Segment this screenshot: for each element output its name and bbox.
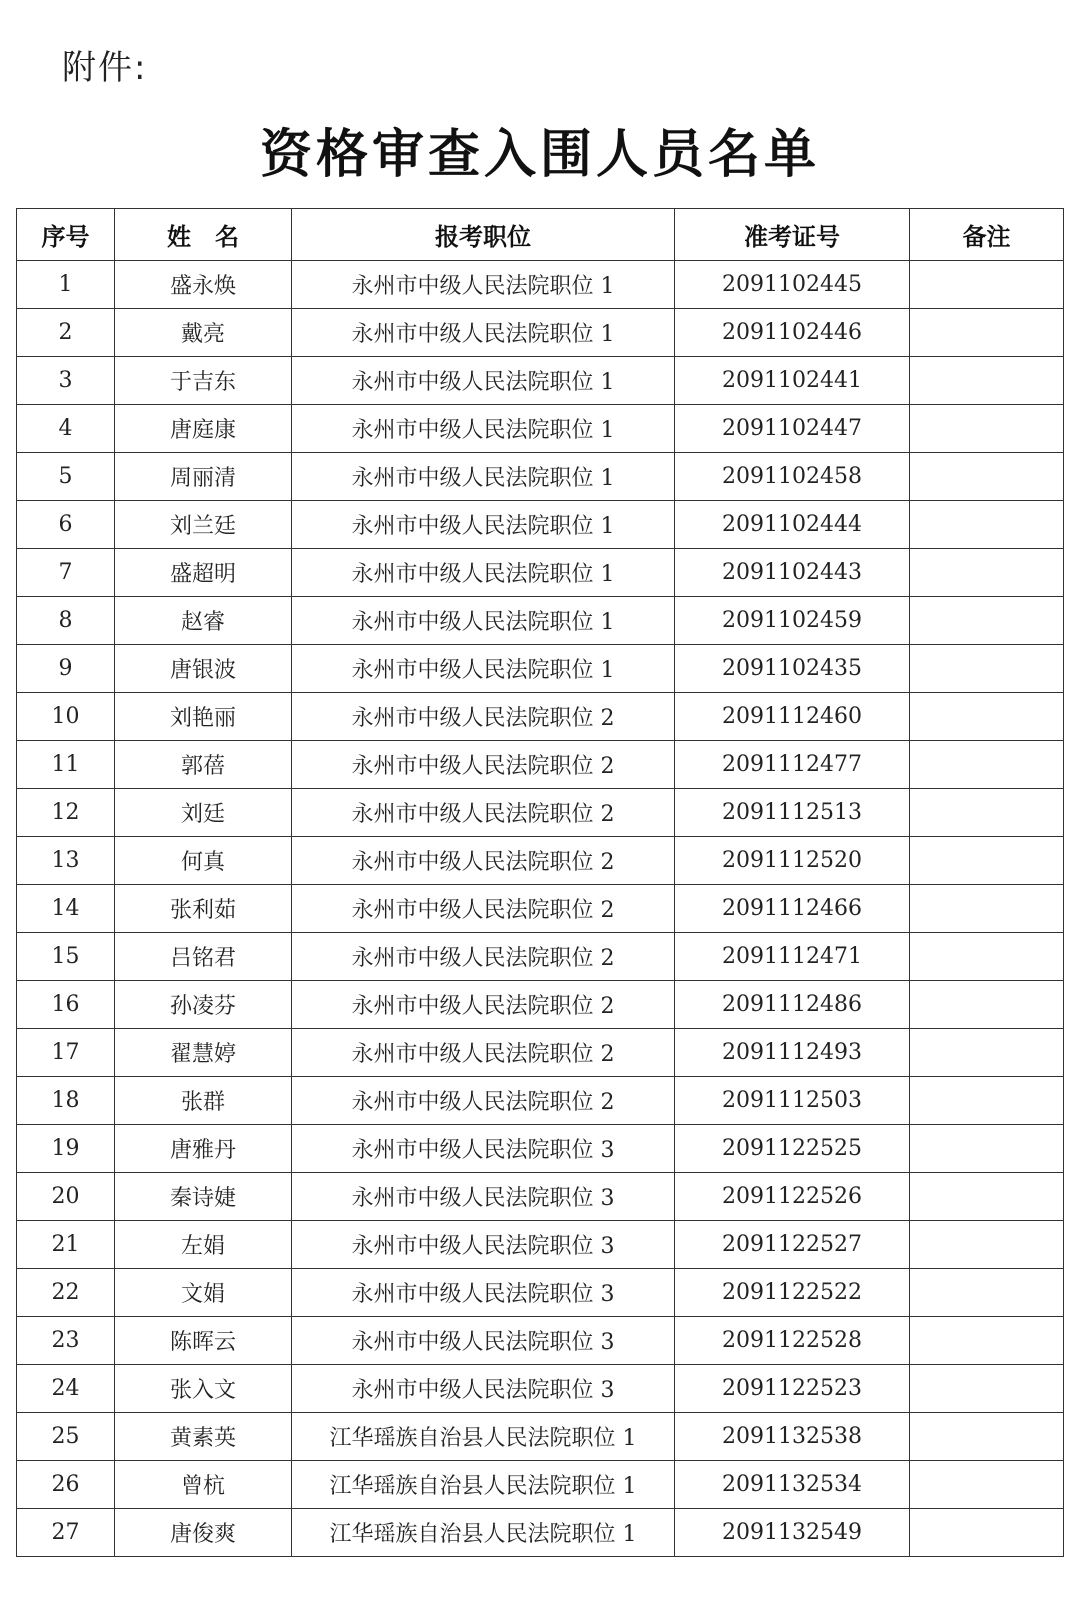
cell-note: [910, 309, 1064, 357]
cell-position: 永州市中级人民法院职位 2: [292, 1029, 675, 1077]
cell-position: 永州市中级人民法院职位 2: [292, 885, 675, 933]
cell-name: 文娟: [115, 1269, 292, 1317]
cell-note: [910, 1125, 1064, 1173]
cell-exam-id: 2091112471: [675, 933, 910, 981]
cell-name: 张群: [115, 1077, 292, 1125]
cell-seq: 25: [17, 1413, 115, 1461]
cell-exam-id: 2091132538: [675, 1413, 910, 1461]
table-row: [17, 1029, 1064, 1077]
cell-note: [910, 1509, 1064, 1557]
cell-exam-id: 2091112520: [675, 837, 910, 885]
cell-seq: 7: [17, 549, 115, 597]
table-row: [17, 789, 1064, 837]
cell-position: 永州市中级人民法院职位 2: [292, 981, 675, 1029]
cell-position: 永州市中级人民法院职位 1: [292, 549, 675, 597]
cell-seq: 2: [17, 309, 115, 357]
attachment-label: 附件:: [62, 48, 148, 88]
cell-note: [910, 741, 1064, 789]
cell-name: 曾杭: [115, 1461, 292, 1509]
cell-position: 永州市中级人民法院职位 2: [292, 741, 675, 789]
table-row: [17, 261, 1064, 309]
cell-note: [910, 501, 1064, 549]
table-row: [17, 1269, 1064, 1317]
table-row: [17, 933, 1064, 981]
cell-seq: 5: [17, 453, 115, 501]
table-row: [17, 453, 1064, 501]
cell-name: 赵睿: [115, 597, 292, 645]
cell-position: 永州市中级人民法院职位 1: [292, 405, 675, 453]
cell-seq: 12: [17, 789, 115, 837]
cell-name: 郭蓓: [115, 741, 292, 789]
table-row: [17, 1077, 1064, 1125]
cell-name: 张入文: [115, 1365, 292, 1413]
cell-note: [910, 549, 1064, 597]
cell-seq: 9: [17, 645, 115, 693]
cell-position: 永州市中级人民法院职位 1: [292, 597, 675, 645]
cell-exam-id: 2091102443: [675, 549, 910, 597]
cell-name: 刘廷: [115, 789, 292, 837]
table-row: [17, 837, 1064, 885]
cell-exam-id: 2091122527: [675, 1221, 910, 1269]
table-row: [17, 405, 1064, 453]
table-row: [17, 693, 1064, 741]
cell-seq: 20: [17, 1173, 115, 1221]
cell-note: [910, 1077, 1064, 1125]
cell-note: [910, 597, 1064, 645]
cell-note: [910, 885, 1064, 933]
column-header-name: 姓 名: [115, 209, 292, 261]
page-title: 资格审查入围人员名单: [259, 125, 820, 185]
cell-name: 刘艳丽: [115, 693, 292, 741]
cell-position: 江华瑶族自治县人民法院职位 1: [292, 1413, 675, 1461]
table-row: [17, 645, 1064, 693]
cell-position: 永州市中级人民法院职位 1: [292, 261, 675, 309]
cell-exam-id: 2091102447: [675, 405, 910, 453]
cell-seq: 23: [17, 1317, 115, 1365]
cell-name: 左娟: [115, 1221, 292, 1269]
cell-name: 唐雅丹: [115, 1125, 292, 1173]
cell-exam-id: 2091102445: [675, 261, 910, 309]
table-row: [17, 885, 1064, 933]
table-row: [17, 1461, 1064, 1509]
table-row: [17, 1317, 1064, 1365]
cell-seq: 17: [17, 1029, 115, 1077]
cell-name: 黄素英: [115, 1413, 292, 1461]
cell-position: 永州市中级人民法院职位 2: [292, 933, 675, 981]
table-row: [17, 741, 1064, 789]
cell-note: [910, 405, 1064, 453]
cell-position: 江华瑶族自治县人民法院职位 1: [292, 1509, 675, 1557]
table-row: [17, 1221, 1064, 1269]
cell-seq: 4: [17, 405, 115, 453]
cell-exam-id: 2091112477: [675, 741, 910, 789]
cell-exam-id: 2091102444: [675, 501, 910, 549]
cell-position: 永州市中级人民法院职位 2: [292, 1077, 675, 1125]
cell-note: [910, 645, 1064, 693]
cell-exam-id: 2091112493: [675, 1029, 910, 1077]
cell-note: [910, 1413, 1064, 1461]
cell-name: 孙凌芬: [115, 981, 292, 1029]
cell-position: 永州市中级人民法院职位 3: [292, 1125, 675, 1173]
cell-note: [910, 453, 1064, 501]
cell-note: [910, 837, 1064, 885]
cell-position: 永州市中级人民法院职位 2: [292, 789, 675, 837]
cell-seq: 11: [17, 741, 115, 789]
cell-note: [910, 1269, 1064, 1317]
cell-name: 翟慧婷: [115, 1029, 292, 1077]
cell-seq: 3: [17, 357, 115, 405]
cell-seq: 21: [17, 1221, 115, 1269]
cell-exam-id: 2091122526: [675, 1173, 910, 1221]
cell-note: [910, 1461, 1064, 1509]
cell-exam-id: 2091122525: [675, 1125, 910, 1173]
cell-note: [910, 789, 1064, 837]
cell-seq: 10: [17, 693, 115, 741]
cell-position: 永州市中级人民法院职位 1: [292, 453, 675, 501]
cell-position: 永州市中级人民法院职位 3: [292, 1173, 675, 1221]
cell-name: 盛永焕: [115, 261, 292, 309]
cell-exam-id: 2091102446: [675, 309, 910, 357]
column-header-exam-id: 准考证号: [675, 209, 910, 261]
cell-exam-id: 2091132549: [675, 1509, 910, 1557]
cell-note: [910, 981, 1064, 1029]
table-row: [17, 981, 1064, 1029]
cell-name: 陈晖云: [115, 1317, 292, 1365]
column-header-seq: 序号: [17, 209, 115, 261]
table-row: [17, 357, 1064, 405]
cell-seq: 24: [17, 1365, 115, 1413]
candidate-table: [16, 208, 1064, 1557]
cell-note: [910, 357, 1064, 405]
cell-name: 盛超明: [115, 549, 292, 597]
cell-seq: 26: [17, 1461, 115, 1509]
cell-position: 永州市中级人民法院职位 1: [292, 357, 675, 405]
cell-seq: 14: [17, 885, 115, 933]
cell-seq: 16: [17, 981, 115, 1029]
cell-position: 永州市中级人民法院职位 1: [292, 645, 675, 693]
cell-seq: 13: [17, 837, 115, 885]
table-row: [17, 1173, 1064, 1221]
table-row: [17, 309, 1064, 357]
cell-note: [910, 693, 1064, 741]
cell-name: 唐俊爽: [115, 1509, 292, 1557]
cell-seq: 19: [17, 1125, 115, 1173]
cell-note: [910, 1173, 1064, 1221]
cell-seq: 8: [17, 597, 115, 645]
cell-exam-id: 2091102435: [675, 645, 910, 693]
cell-note: [910, 261, 1064, 309]
cell-note: [910, 1365, 1064, 1413]
table-row: [17, 1125, 1064, 1173]
cell-exam-id: 2091102441: [675, 357, 910, 405]
cell-position: 永州市中级人民法院职位 1: [292, 309, 675, 357]
cell-exam-id: 2091122523: [675, 1365, 910, 1413]
table-header-row: [17, 209, 1064, 261]
cell-exam-id: 2091112513: [675, 789, 910, 837]
cell-exam-id: 2091112486: [675, 981, 910, 1029]
cell-exam-id: 2091102459: [675, 597, 910, 645]
cell-seq: 1: [17, 261, 115, 309]
cell-name: 唐庭康: [115, 405, 292, 453]
cell-name: 吕铭君: [115, 933, 292, 981]
table-row: [17, 1509, 1064, 1557]
cell-position: 永州市中级人民法院职位 3: [292, 1221, 675, 1269]
table-row: [17, 1413, 1064, 1461]
cell-position: 永州市中级人民法院职位 1: [292, 501, 675, 549]
cell-name: 刘兰廷: [115, 501, 292, 549]
cell-position: 永州市中级人民法院职位 3: [292, 1365, 675, 1413]
cell-seq: 6: [17, 501, 115, 549]
table-row: [17, 549, 1064, 597]
cell-exam-id: 2091112503: [675, 1077, 910, 1125]
cell-name: 唐银波: [115, 645, 292, 693]
cell-name: 戴亮: [115, 309, 292, 357]
cell-seq: 27: [17, 1509, 115, 1557]
cell-seq: 15: [17, 933, 115, 981]
table-row: [17, 501, 1064, 549]
cell-name: 周丽清: [115, 453, 292, 501]
cell-position: 永州市中级人民法院职位 3: [292, 1269, 675, 1317]
cell-note: [910, 1029, 1064, 1077]
cell-position: 永州市中级人民法院职位 2: [292, 837, 675, 885]
column-header-position: 报考职位: [292, 209, 675, 261]
cell-position: 永州市中级人民法院职位 2: [292, 693, 675, 741]
cell-name: 何真: [115, 837, 292, 885]
cell-position: 永州市中级人民法院职位 3: [292, 1317, 675, 1365]
cell-position: 江华瑶族自治县人民法院职位 1: [292, 1461, 675, 1509]
cell-name: 于吉东: [115, 357, 292, 405]
cell-name: 秦诗婕: [115, 1173, 292, 1221]
cell-note: [910, 1317, 1064, 1365]
cell-seq: 22: [17, 1269, 115, 1317]
cell-exam-id: 2091112460: [675, 693, 910, 741]
cell-note: [910, 1221, 1064, 1269]
column-header-note: 备注: [910, 209, 1064, 261]
table-row: [17, 597, 1064, 645]
cell-exam-id: 2091112466: [675, 885, 910, 933]
cell-note: [910, 933, 1064, 981]
cell-name: 张利茹: [115, 885, 292, 933]
cell-exam-id: 2091102458: [675, 453, 910, 501]
cell-exam-id: 2091132534: [675, 1461, 910, 1509]
table-row: [17, 1365, 1064, 1413]
cell-exam-id: 2091122522: [675, 1269, 910, 1317]
cell-seq: 18: [17, 1077, 115, 1125]
cell-exam-id: 2091122528: [675, 1317, 910, 1365]
